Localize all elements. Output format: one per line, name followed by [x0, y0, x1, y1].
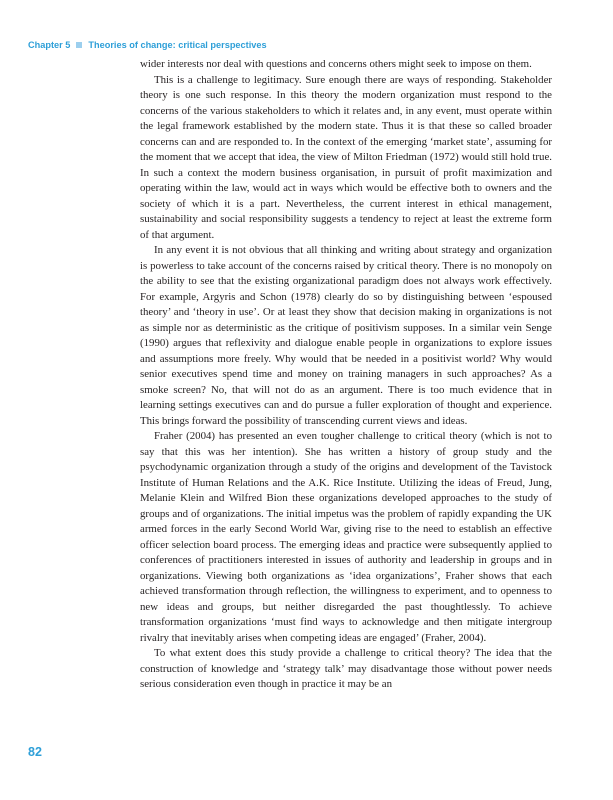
paragraph: wider interests nor deal with questions and concerns others might seek to impose on them.: [140, 58, 532, 70]
body-text: [140, 57, 552, 693]
chapter-title: Theories of change: critical perspectives: [88, 40, 267, 50]
paragraph: In any event it is not obvious that all thinking and writing about strategy and organization is powerless to take account of the concerns raised by critical theory. There is no monopoly on the ability to see that the existing organizational paradigm does not always work effectively. For example, Argyris and Schon (1978) clearly do so by distinguishing between ‘espoused theory’ and ‘theory in use’. Or at least they show that decision making in organizations is not as simple nor as deterministic as the critique of positivism supposes. In a similar vein Senge (1990) argues that reflexivity and dialogue enable people in organizations to explore issues and assumptions more freely. Why would that be needed in a positivist world? Why would senior executives spend time and money on training managers in such approaches? As a smoke screen? No, that will not do as an argument. There is too much evidence that in learning settings executives can and do pursue a fuller exploration of thought and experience. This brings forward the possibility of transcending current views and ideas.: [140, 244, 552, 427]
paragraph: Fraher (2004) has presented an even tougher challenge to critical theory (which is not to say that this was her intention). She has written a history of group study and the psychodynamic organization through a study of the origins and development of the Tavistock Institute of Human Relations and the A.K. Rice Institute. Utilizing the ideas of Freud, Jung, Melanie Klein and Wilfred Bion these organizations developed approaches to the study of groups and of organizations. The initial impetus was the problem of rapidly expanding the UK armed forces in the early Second World War, giving rise to the need to establish an effective officer selection board process. The emerging ideas and practice were subsequently applied to conferences of practitioners interested in issues of authority and leadership in groups and in organizations. Viewing both organizations as ‘idea organizations’, Fraher shows that each achieved transformation through reflection, the willingness to experiment, and to openness to new ideas and groups, but neither disregarded the past thoughtlessly. To achieve transformation organizations ‘must find ways to acknowledge and then mitigate intergroup rivalry that inevitably arises when competing ideas are engaged’ (Fraher, 2004).: [140, 430, 552, 644]
separator-square-icon: [76, 42, 82, 48]
page-number: 82: [28, 745, 42, 759]
paragraph: To what extent does this study provide a challenge to critical theory? The idea that the construction of knowledge and ‘strategy talk’ may disadvantage those without power needs serious consideration even though in practice it may be an: [140, 647, 552, 690]
chapter-label: Chapter 5: [28, 40, 71, 50]
running-head: [28, 38, 267, 52]
paragraph: This is a challenge to legitimacy. Sure enough there are ways of responding. Stakeholder theory is one such response. In this theory the modern organization must respond to the concerns of the various stakeholders to which it relates and, in any event, must operate within the legal framework established by the modern state. Thus it is that these so called broader concerns can and are responded to. In the context of the emerging ‘market state’, assuming for the moment that we accept that idea, the view of Milton Friedman (1972) would still hold true. In such a context the modern business organisation, in pursuit of profit maximization and operating within the law, would act in ways which would be effective both to owners and the society of which it is a part. Nevertheless, the current interest in ethical management, sustainability and social responsibility suggests a tendency to reject at least the extreme form of that argument.: [140, 73, 552, 241]
